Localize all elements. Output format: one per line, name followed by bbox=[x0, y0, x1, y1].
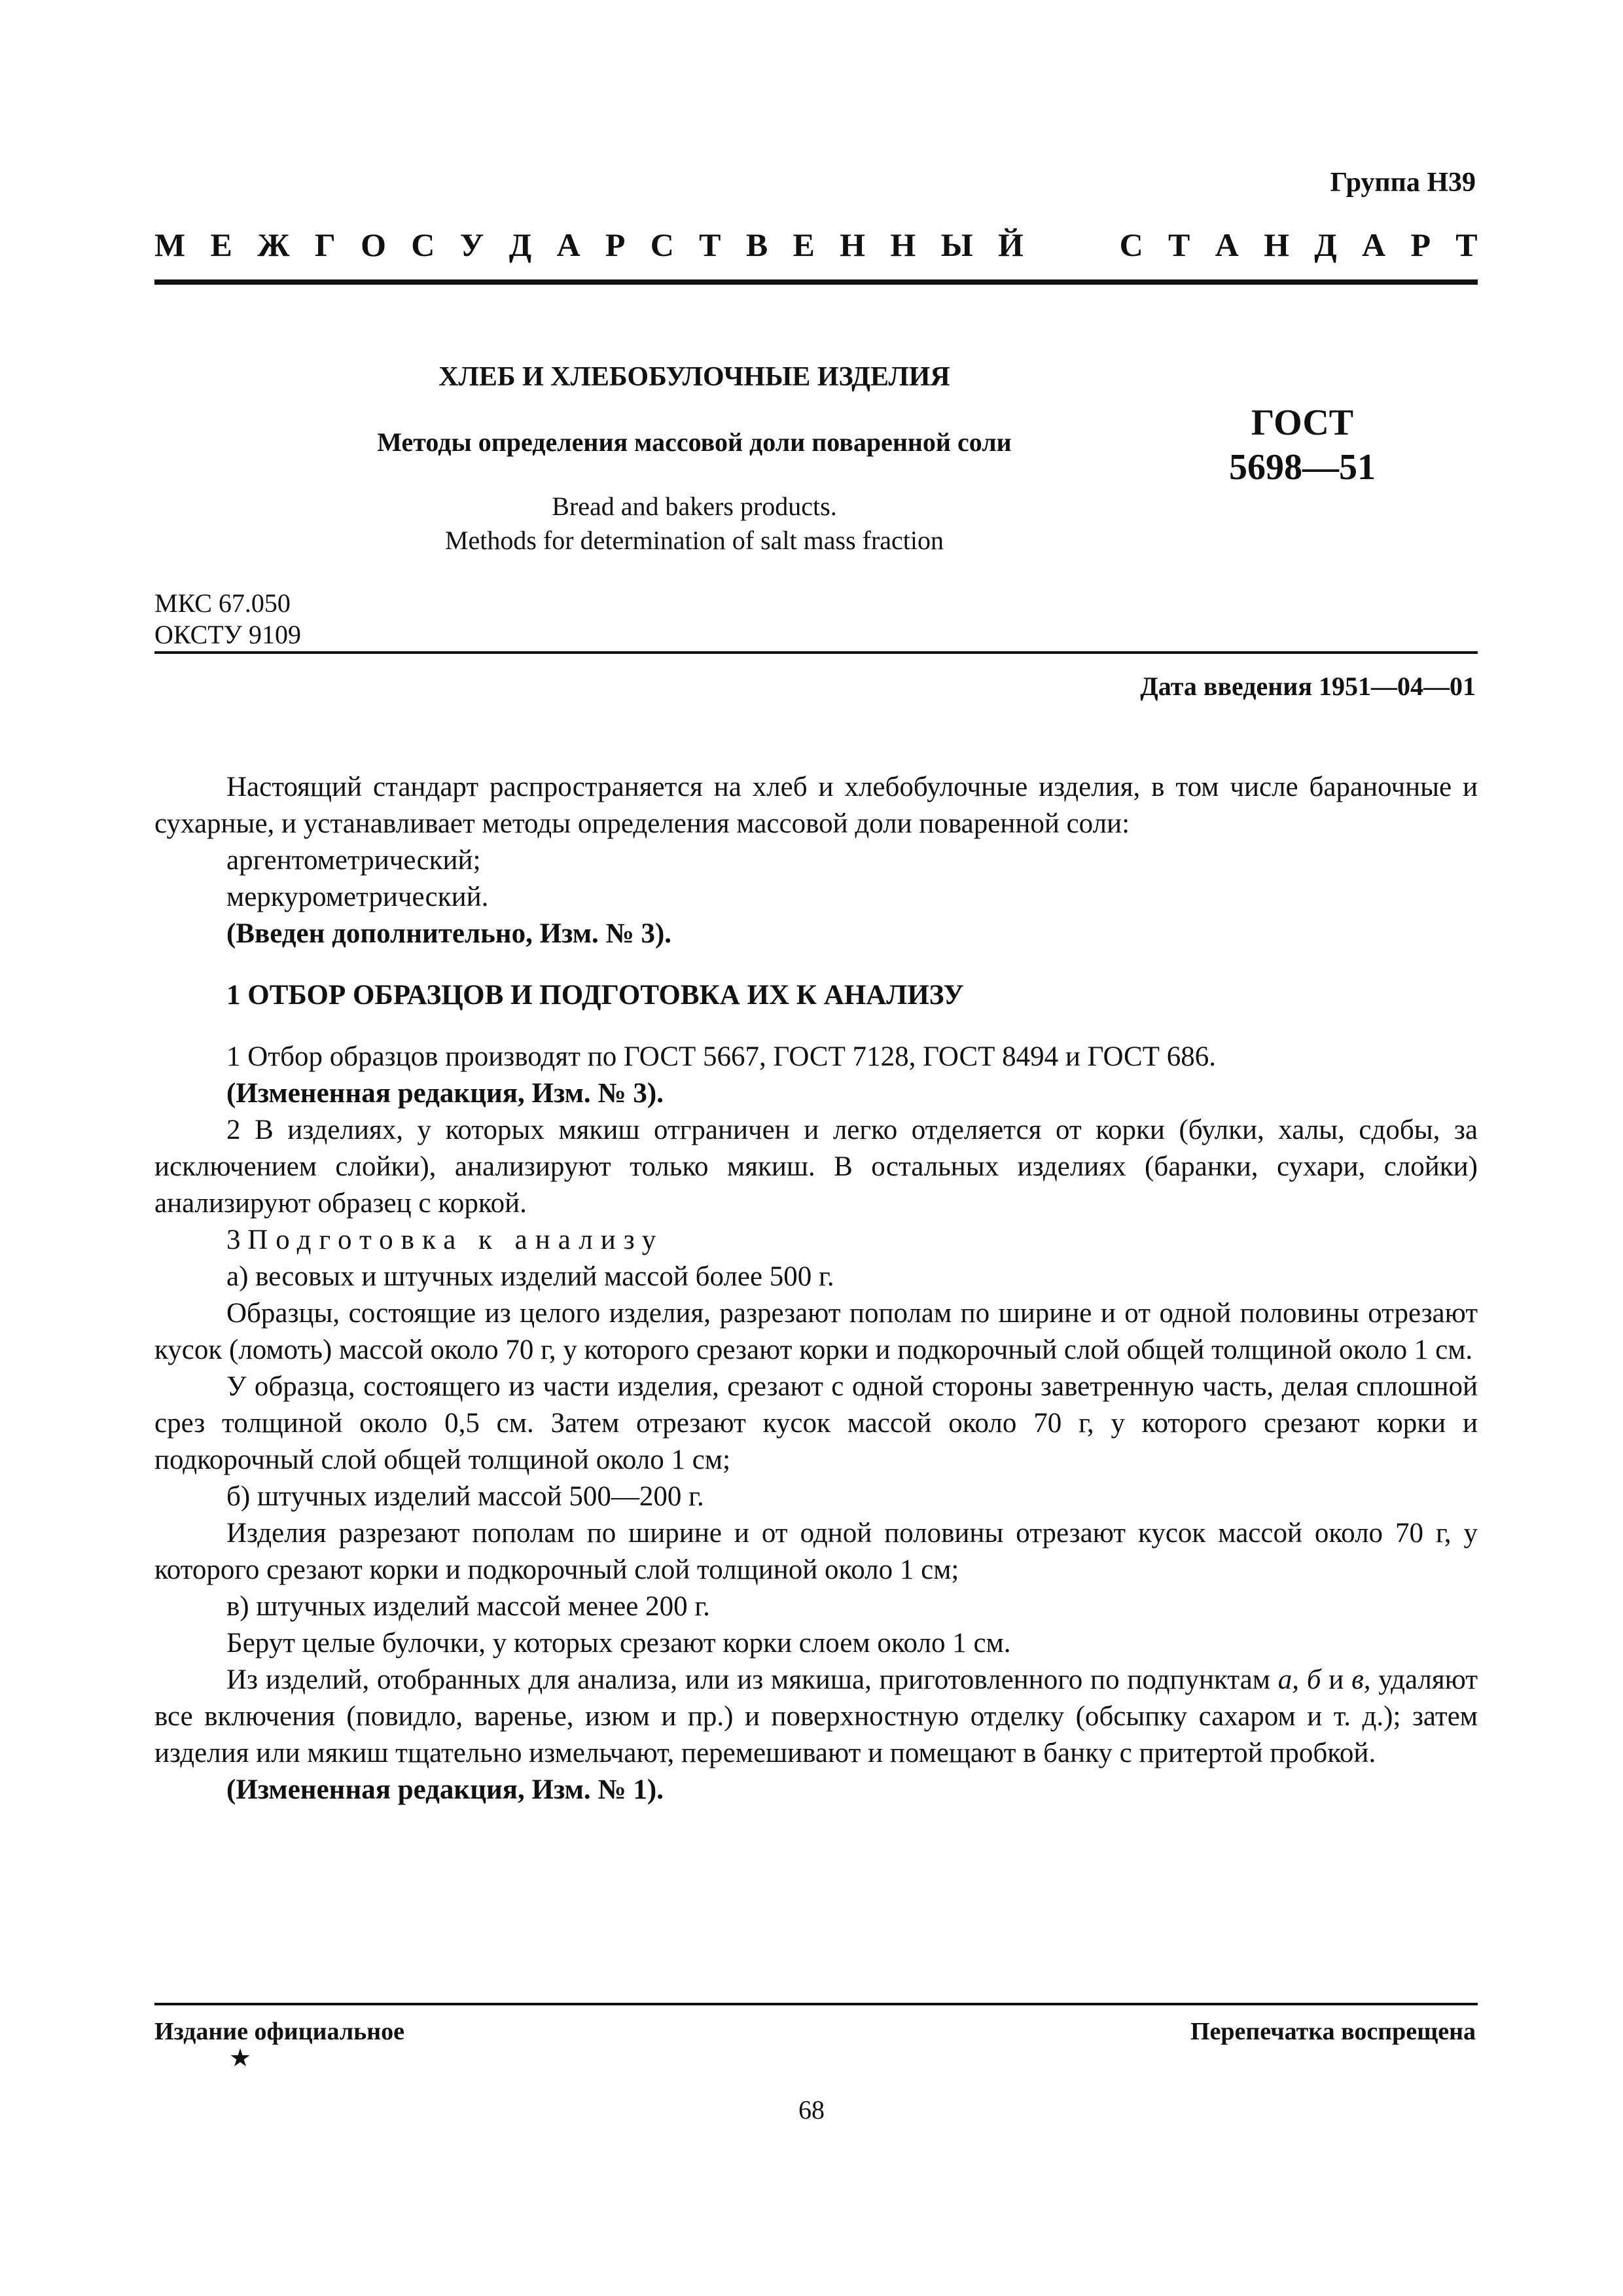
document-body bbox=[154, 769, 1478, 1808]
official-edition-label: Издание официальное bbox=[154, 2018, 405, 2045]
subsection-title: Подготовка к анализу bbox=[247, 1225, 664, 1255]
gost-label: ГОСТ bbox=[1251, 403, 1354, 443]
paragraph: У образца, состоящего из части изделия, срезают с одной стороны заветренную часть, делая сплошной срез толщиной около 0,5 см. Затем отрезают кусок массой около 70 г, у которого срезают корки и подкорочный слой общей толщиной около 1 см; bbox=[154, 1371, 1478, 1475]
intro-paragraph: Настоящий стандарт распространяется на хлеб и хлебобулочные изделия, в том числе бараночные и сухарные, и устанавливает методы определения массовой доли поваренной соли: bbox=[154, 772, 1478, 839]
paragraph: Берут целые булочки, у которых срезают корки слоем около 1 см. bbox=[226, 1628, 1011, 1659]
heading-letter: Н bbox=[1264, 226, 1289, 263]
heading-letter: Р bbox=[1410, 226, 1431, 263]
heading-letter: Й bbox=[998, 226, 1024, 263]
heading-letter: Н bbox=[840, 226, 866, 263]
heading-letter: С bbox=[650, 226, 674, 263]
footer-rule bbox=[154, 2003, 1478, 2005]
mks-code: МКС 67.050 bbox=[154, 588, 291, 618]
amendment-note: (Измененная редакция, Изм. № 1). bbox=[226, 1774, 664, 1805]
heading-letter: Т bbox=[699, 226, 721, 263]
heading-letter: Д bbox=[1314, 226, 1337, 263]
heading-letter: Ы bbox=[940, 226, 973, 263]
paragraph: а) весовых и штучных изделий массой более 500 г. bbox=[226, 1261, 834, 1292]
introduction-date: Дата введения 1951—04—01 bbox=[1140, 672, 1476, 701]
gost-code: 5698—51 bbox=[1229, 447, 1376, 488]
heading-letter: В bbox=[745, 226, 768, 263]
heading-letter: Р bbox=[605, 226, 626, 263]
paragraph: б) штучных изделий массой 500—200 г. bbox=[226, 1481, 704, 1512]
page-number: 68 bbox=[798, 2095, 825, 2125]
heading-letter: Д bbox=[508, 226, 532, 263]
paragraph: в) штучных изделий массой менее 200 г. bbox=[226, 1591, 710, 1622]
heading-letter: Е bbox=[210, 226, 232, 263]
gost-number bbox=[1178, 401, 1427, 490]
english-title bbox=[154, 490, 1234, 558]
heading-letter: А bbox=[1215, 226, 1239, 263]
method-item: меркурометрический. bbox=[226, 882, 489, 912]
star-icon: ★ bbox=[229, 2045, 252, 2072]
method-item: аргентометрический; bbox=[226, 845, 481, 876]
english-title-line-1: Bread and bakers products. bbox=[552, 492, 837, 521]
heading-letter: С bbox=[1119, 226, 1143, 263]
codes-rule bbox=[154, 651, 1478, 654]
reprint-prohibited-label: Перепечатка воспрещена bbox=[1190, 2018, 1476, 2045]
heading-letter: Е bbox=[793, 226, 815, 263]
heading-letter: Г bbox=[314, 226, 336, 263]
heading-letter: А bbox=[556, 226, 580, 263]
heading-letter: У bbox=[459, 226, 484, 263]
heading-letter: С bbox=[411, 226, 435, 263]
text-run-italic: в, bbox=[1351, 1664, 1371, 1695]
paragraph bbox=[154, 1662, 1478, 1772]
text-run: Из изделий, отобранных для анализа, или из мякиша, приготовленного по подпунктам bbox=[226, 1664, 1278, 1695]
text-run: и bbox=[1321, 1664, 1352, 1695]
heading-letter: Ж bbox=[257, 226, 290, 263]
paragraph: Изделия разрезают пополам по ширине и от одной половины отрезают кусок массой около 70 г, у которого срезают корки и подкорочный слой толщиной около 1 см; bbox=[154, 1518, 1478, 1585]
paragraph: 2 В изделиях, у которых мякиш отграничен и легко отделяется от корки (булки, халы, сдобы, за исключением слойки), анализируют только мякиш. В остальных изделиях (баранки, сухари, слойки) анализируют образец с коркой. bbox=[154, 1115, 1478, 1219]
amendment-note: (Введен дополнительно, Изм. № 3). bbox=[226, 918, 672, 949]
group-label: Группа Н39 bbox=[1330, 168, 1476, 198]
heading-letter: Н bbox=[890, 226, 916, 263]
paragraph: Образцы, состоящие из целого изделия, разрезают пополам по ширине и от одной половины отрезают кусок (ломоть) массой около 70 г, у которого срезают корки и подкорочный слой общей толщиной около 1 см. bbox=[154, 1298, 1478, 1365]
heading-letter: М bbox=[154, 226, 186, 263]
heading-letter: Т bbox=[1168, 226, 1190, 263]
subsection-number: 3 bbox=[226, 1225, 241, 1255]
heading-letter: А bbox=[1362, 226, 1386, 263]
document-subtitle: Методы определения массовой доли поваренной соли bbox=[377, 427, 1012, 457]
subsection-heading bbox=[154, 1222, 1478, 1259]
header-rule bbox=[154, 279, 1478, 285]
paragraph: 1 Отбор образцов производят по ГОСТ 5667, ГОСТ 7128, ГОСТ 8494 и ГОСТ 686. bbox=[226, 1041, 1216, 1072]
text-run-italic: а, б bbox=[1277, 1664, 1321, 1695]
word-gap bbox=[1048, 226, 1094, 264]
heading-letter: Т bbox=[1455, 226, 1478, 263]
section-heading: 1 ОТБОР ОБРАЗЦОВ И ПОДГОТОВКА ИХ К АНАЛИЗУ bbox=[226, 980, 964, 1011]
text-run: удаляют все включения (повидло, варенье, изюм и пр.) и поверхностную отделку (обсыпку сахаром и т. д.); затем изделия или мякиш тщательно измельчают, перемешивают и помещают в банку с притертой пробкой. bbox=[154, 1664, 1478, 1768]
heading-letter: О bbox=[361, 226, 386, 263]
classification-codes bbox=[154, 588, 301, 651]
interstate-standard-heading bbox=[154, 226, 1478, 264]
okstu-code: ОКСТУ 9109 bbox=[154, 620, 302, 649]
amendment-note: (Измененная редакция, Изм. № 3). bbox=[226, 1078, 664, 1109]
english-title-line-2: Methods for determination of salt mass fraction bbox=[444, 526, 944, 555]
document-title: ХЛЕБ И ХЛЕБОБУЛОЧНЫЕ ИЗДЕЛИЯ bbox=[438, 362, 950, 392]
